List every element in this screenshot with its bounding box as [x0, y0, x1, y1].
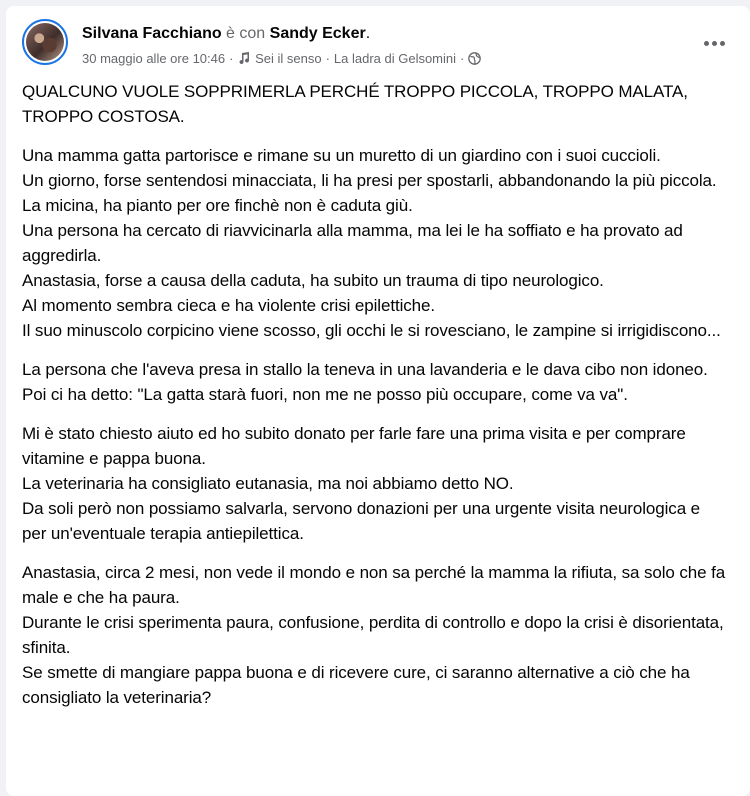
with-text: è con: [221, 25, 270, 42]
post-line: Mi è stato chiesto aiuto ed ho subito donato per farle fare una prima visita e per comprare vitamine e pappa buona.: [22, 424, 686, 468]
post-line: La persona che l'aveva presa in stallo la teneva in una lavanderia e le dava cibo non idoneo.: [22, 360, 708, 379]
post-line: La veterinaria ha consigliato eutanasia, ma noi abbiamo detto NO.: [22, 474, 514, 493]
more-dot: [704, 41, 709, 46]
post-line: Da soli però non possiamo salvarla, servono donazioni per una urgente visita neurologica e per un'eventuale terapia antiepilettica.: [22, 499, 701, 543]
avatar-image: [26, 23, 64, 61]
meta-separator: ·: [325, 51, 330, 66]
post-header: [22, 18, 734, 74]
more-dot: [720, 41, 725, 46]
music-note-icon: [237, 51, 251, 70]
song-artist[interactable]: La ladra di Gelsomini: [333, 51, 457, 66]
author-name[interactable]: Silvana Facchiano: [82, 25, 222, 42]
post-line: Anastasia, forse a causa della caduta, ha subito un trauma di tipo neurologico.: [22, 271, 604, 290]
post-line: Il suo minuscolo corpicino viene scosso, gli occhi le si rovesciano, le zampine si irrigidiscono...: [22, 321, 721, 340]
post-line: Al momento sembra cieca e ha violente crisi epilettiche.: [22, 296, 435, 315]
post-paragraph: [22, 79, 727, 129]
post-paragraph: [22, 560, 727, 710]
avatar[interactable]: [22, 19, 68, 65]
post-date[interactable]: 30 maggio alle ore 10:46: [82, 51, 226, 66]
post-line: Durante le crisi sperimenta paura, confusione, perdita di controllo e dopo la crisi è disorientata, sfinita.: [22, 613, 724, 657]
meta-separator: ·: [460, 51, 465, 66]
post-line: QUALCUNO VUOLE SOPPRIMERLA PERCHÉ TROPPO PICCOLA, TROPPO MALATA, TROPPO COSTOSA.: [22, 82, 688, 126]
post-paragraph: [22, 357, 727, 407]
globe-icon[interactable]: [468, 52, 481, 70]
post-line: Una persona ha cercato di riavvicinarla alla mamma, ma lei le ha soffiato e ha provato ad aggredirla.: [22, 221, 683, 265]
post-line: La micina, ha pianto per ore finchè non è caduta giù.: [22, 196, 413, 215]
post-line: Poi ci ha detto: "La gatta starà fuori, non me ne posso più occupare, come va va".: [22, 385, 628, 404]
post-line: Un giorno, forse sentendosi minacciata, li ha presi per spostarli, abbandonando la più piccola.: [22, 171, 717, 190]
tagged-person[interactable]: Sandy Ecker: [269, 25, 366, 42]
post-text: [22, 79, 727, 724]
song-title[interactable]: Sei il senso: [255, 51, 322, 66]
post-line: Anastasia, circa 2 mesi, non vede il mondo e non sa perché la mamma la rifiuta, sa solo che fa male e che ha paura.: [22, 563, 726, 607]
more-options-icon[interactable]: [696, 28, 732, 58]
post-line: Una mamma gatta partorisce e rimane su un muretto di un giardino con i suoi cuccioli.: [22, 146, 661, 165]
post-meta: [82, 50, 481, 70]
more-dot: [712, 41, 717, 46]
post-line: Se smette di mangiare pappa buona e di ricevere cure, ci saranno alternative a ciò che ha consigliato la veterinaria?: [22, 663, 690, 707]
meta-separator: ·: [229, 51, 234, 66]
post-paragraph: [22, 421, 727, 546]
tagged-suffix: .: [365, 25, 371, 42]
post-card: [6, 6, 750, 796]
post-paragraph: [22, 143, 727, 343]
post-author-line: [82, 24, 370, 44]
